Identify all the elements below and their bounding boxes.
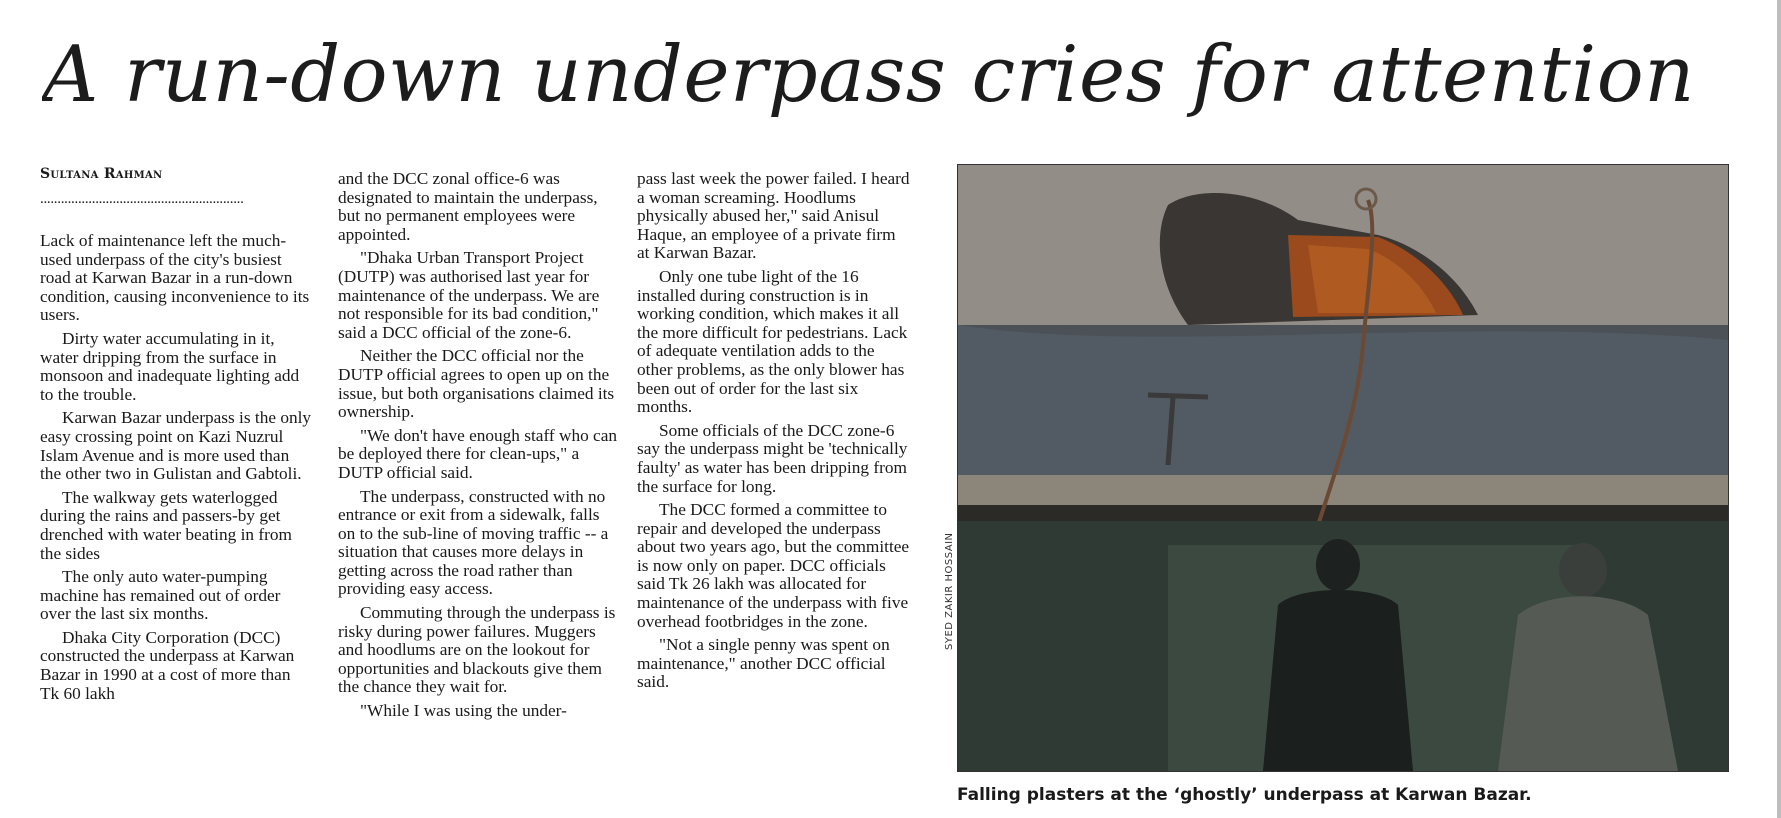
underpass-photo	[957, 164, 1729, 772]
paragraph: Only one tube light of the 16 installed during construction is in working condition, which makes it all the more difficult for pedestrians. Lack of adequate ventilation adds to the other problems, as the only blower has been out of order for the last six months.	[637, 266, 908, 417]
article-column-2	[338, 170, 620, 726]
paragraph: The underpass, constructed with no entrance or exit from a sidewalk, falls on to the sub-line of moving traffic -- a situation that causes more delays in getting across the road rather than providing easy access.	[338, 486, 609, 599]
paragraph: The only auto water-pumping machine has remained out of order over the last six months.	[40, 567, 281, 624]
paragraph: Karwan Bazar underpass is the only easy crossing point on Kazi Nuzrul Islam Avenue and is more used than the other two in Gulistan and Gabtoli.	[40, 408, 312, 484]
paragraph: "Dhaka Urban Transport Project (DUTP) was authorised last year for maintenance of the underpass. We are not responsible for its bad condition," said a DCC official of the zone-6.	[338, 248, 600, 342]
byline: Sultana Rahman	[40, 166, 163, 182]
photo-credit: SYED ZAKIR HOSSAIN	[944, 532, 955, 650]
paragraph: Neither the DCC official nor the DUTP official agrees to open up on the issue, but both organisations claimed its ownership.	[338, 346, 615, 422]
paragraph: The walkway gets waterlogged during the rains and passers-by get drenched with water beating in from the sides	[40, 487, 292, 563]
paragraph: pass last week the power failed. I heard a woman screaming. Hoodlums physically abused her," said Anisul Haque, an employee of a private firm at Karwan Bazar.	[637, 169, 910, 263]
byline-separator: ...........................................................	[40, 191, 244, 207]
paragraph: The DCC formed a committee to repair and developed the underpass about two years ago, but the committee is now only on paper. DCC officials said Tk 26 lakh was allocated for maintenance of the underpass with five overhead footbridges in the zone.	[637, 500, 910, 631]
paragraph: Dhaka City Corporation (DCC) constructed the underpass at Karwan Bazar in 1990 at a cost of more than Tk 60 lakh	[40, 627, 295, 703]
paragraph: "We don't have enough staff who can be deployed there for clean-ups," a DUTP official said.	[338, 425, 618, 482]
paragraph: Commuting through the underpass is risky during power failures. Muggers and hoodlums are on the lookout for opportunities and blackouts give them the chance they wait for.	[338, 603, 616, 697]
underpass-photo-illustration	[958, 165, 1728, 771]
paragraph: Lack of maintenance left the much-used underpass of the city's busiest road at Karwan Bazar in a run-down condition, causing inconvenience to its users.	[40, 231, 310, 325]
paragraph: "While I was using the under-	[360, 701, 567, 721]
photo-caption: Falling plasters at the ‘ghostly’ underpass at Karwan Bazar.	[957, 785, 1532, 805]
paragraph: and the DCC zonal office-6 was designated to maintain the underpass, but no permanent employees were appointed.	[338, 169, 598, 244]
page-edge	[1777, 0, 1781, 818]
paragraph: Some officials of the DCC zone-6 say the underpass might be 'technically faulty' as water has been dripping from the surface for long.	[637, 420, 908, 496]
paragraph: "Not a single penny was spent on maintenance," another DCC official said.	[637, 635, 890, 692]
paragraph: Dirty water accumulating in it, water dripping from the surface in monsoon and inadequate lighting add to the trouble.	[40, 328, 300, 404]
article-column-3	[637, 170, 912, 697]
article-column-1	[40, 232, 312, 708]
headline: A run-down underpass cries for attention	[42, 30, 1695, 120]
